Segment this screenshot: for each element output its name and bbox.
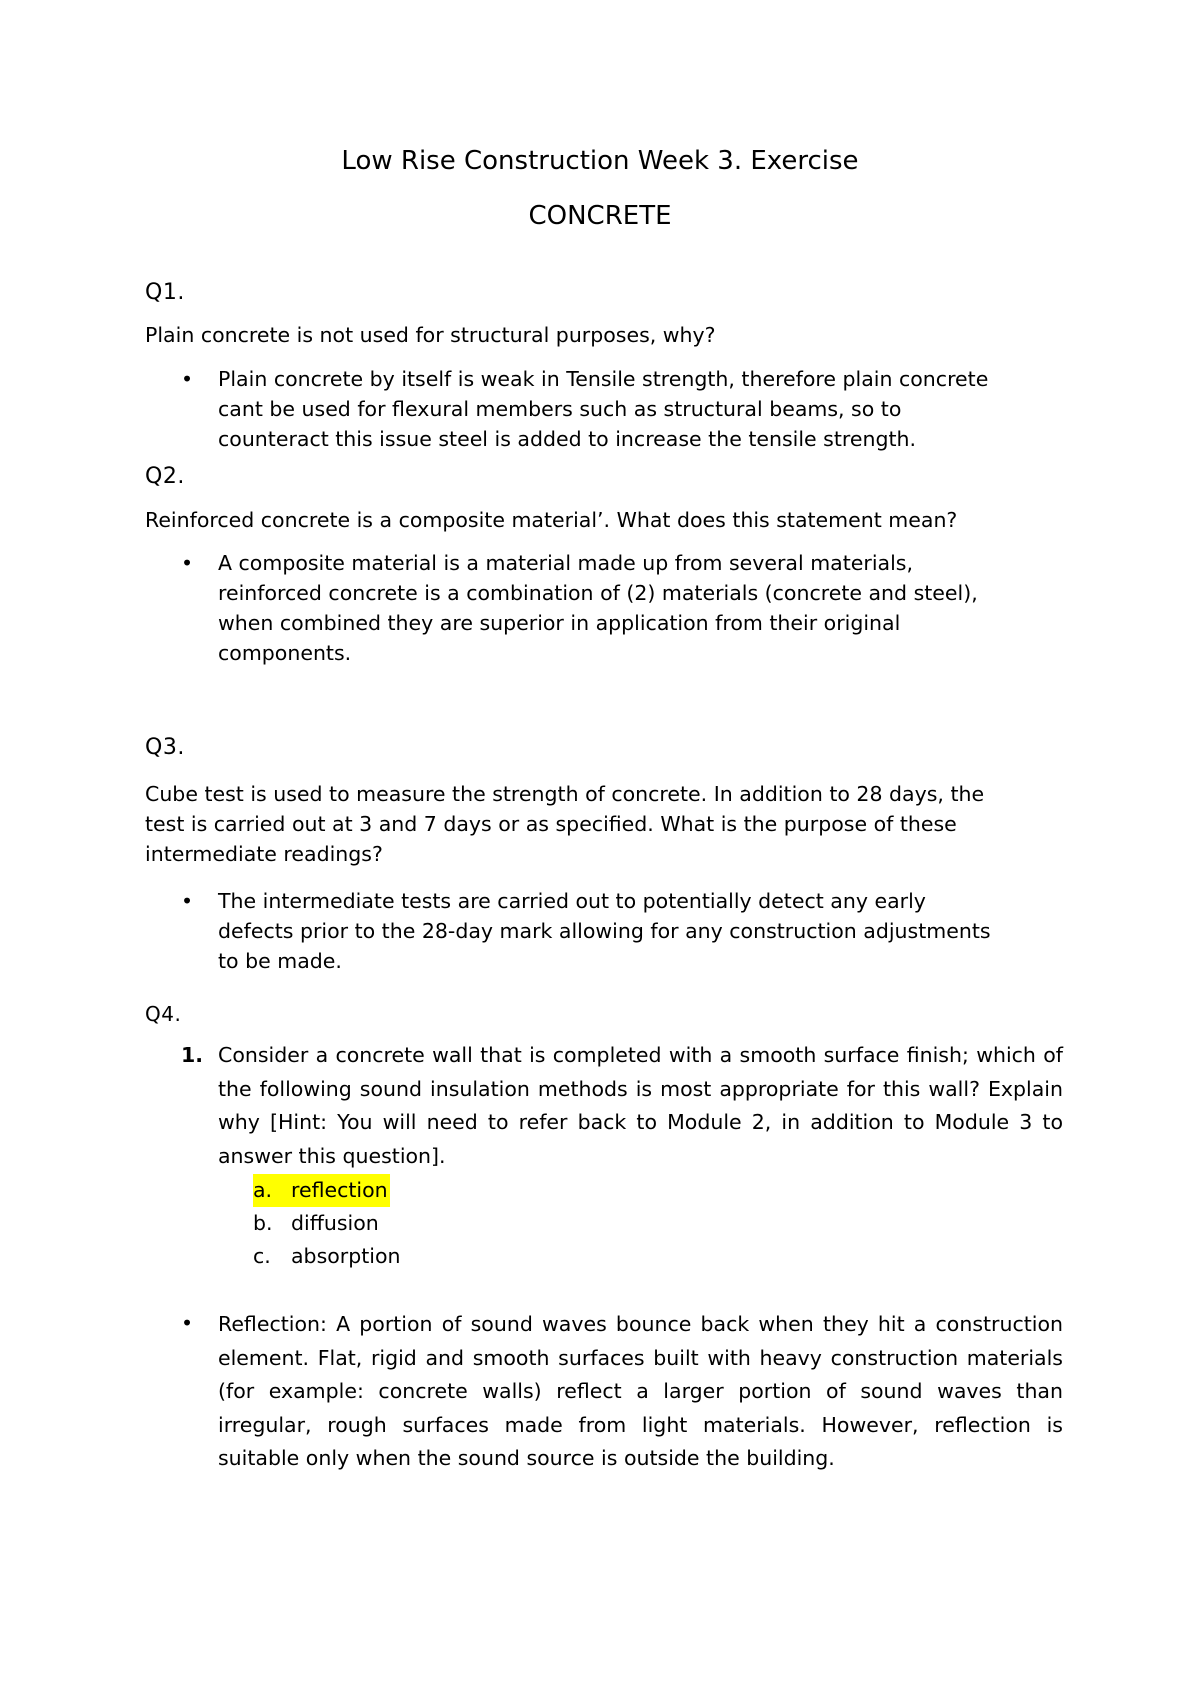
q2-answer-line: A composite material is a material made up from several materials,	[218, 551, 913, 575]
q4-question: Consider a concrete wall that is completed with a smooth surface finish; which of the following sound insulation methods is most appropriate for this wall? Explain why [Hint: You will need to refer back to Module 2, in addition to Module 3 to answer this question].	[218, 1043, 1063, 1168]
option-text: reflection	[291, 1178, 388, 1202]
q3-answer-line: The intermediate tests are carried out to potentially detect any early	[218, 889, 926, 913]
bullet-icon: •	[181, 1311, 194, 1335]
q2-answer	[145, 548, 1065, 668]
q3-answer-line: defects prior to the 28-day mark allowing for any construction adjustments	[218, 919, 991, 943]
q2-label: Q2.	[145, 464, 185, 489]
q2-answer-line: when combined they are superior in application from their original	[218, 611, 901, 635]
q4-option-b	[253, 1207, 379, 1240]
q3-answer-line: to be made.	[218, 949, 342, 973]
q4-answer	[145, 1308, 1065, 1513]
q3-question-line: test is carried out at 3 and 7 days or as specified. What is the purpose of these	[145, 812, 957, 836]
option-letter: c.	[253, 1244, 271, 1268]
bullet-icon: •	[181, 551, 194, 575]
q2-answer-line: components.	[218, 641, 352, 665]
option-text: absorption	[291, 1244, 401, 1268]
q4-item-number: 1.	[181, 1043, 204, 1067]
q1-question: Plain concrete is not used for structural purposes, why?	[145, 323, 716, 347]
q4-label: Q4.	[145, 1002, 182, 1026]
q4-item	[145, 1039, 1065, 1174]
bullet-icon: •	[181, 889, 194, 913]
q1-answer-line: cant be used for flexural members such as structural beams, so to	[218, 397, 902, 421]
q3-answer	[145, 886, 1065, 976]
q3-answer-text	[218, 886, 1063, 976]
document-subtitle: CONCRETE	[528, 201, 672, 231]
document-title: Low Rise Construction Week 3. Exercise	[341, 146, 859, 176]
q1-label: Q1.	[145, 280, 185, 305]
q4-option-a	[253, 1174, 390, 1207]
option-letter: a.	[253, 1178, 273, 1202]
option-letter: b.	[253, 1211, 273, 1235]
q1-answer-line: counteract this issue steel is added to increase the tensile strength.	[218, 427, 917, 451]
q3-label: Q3.	[145, 735, 185, 760]
q3-question-line: Cube test is used to measure the strength of concrete. In addition to 28 days, the	[145, 782, 985, 806]
q3-question	[145, 779, 1065, 869]
q2-question: Reinforced concrete is a composite material’. What does this statement mean?	[145, 508, 958, 532]
q1-answer-text	[218, 364, 1063, 454]
q2-answer-text	[218, 548, 1063, 668]
q1-answer	[145, 364, 1065, 454]
q4-answer-text: Reflection: A portion of sound waves bounce back when they hit a construction element. Flat, rigid and smooth surfaces built with heavy construction materials (for example: concrete walls) reflect a larger portion of sound waves than irregular, rough surfaces made from light materials. However, reflection is suitable only when the sound source is outside the building.	[218, 1312, 1063, 1471]
bullet-icon: •	[181, 367, 194, 391]
q4-option-c	[253, 1240, 401, 1273]
q3-question-line: intermediate readings?	[145, 842, 383, 866]
option-text: diffusion	[291, 1211, 379, 1235]
q1-answer-line: Plain concrete by itself is weak in Tensile strength, therefore plain concrete	[218, 367, 989, 391]
q2-answer-line: reinforced concrete is a combination of (2) materials (concrete and steel),	[218, 581, 978, 605]
